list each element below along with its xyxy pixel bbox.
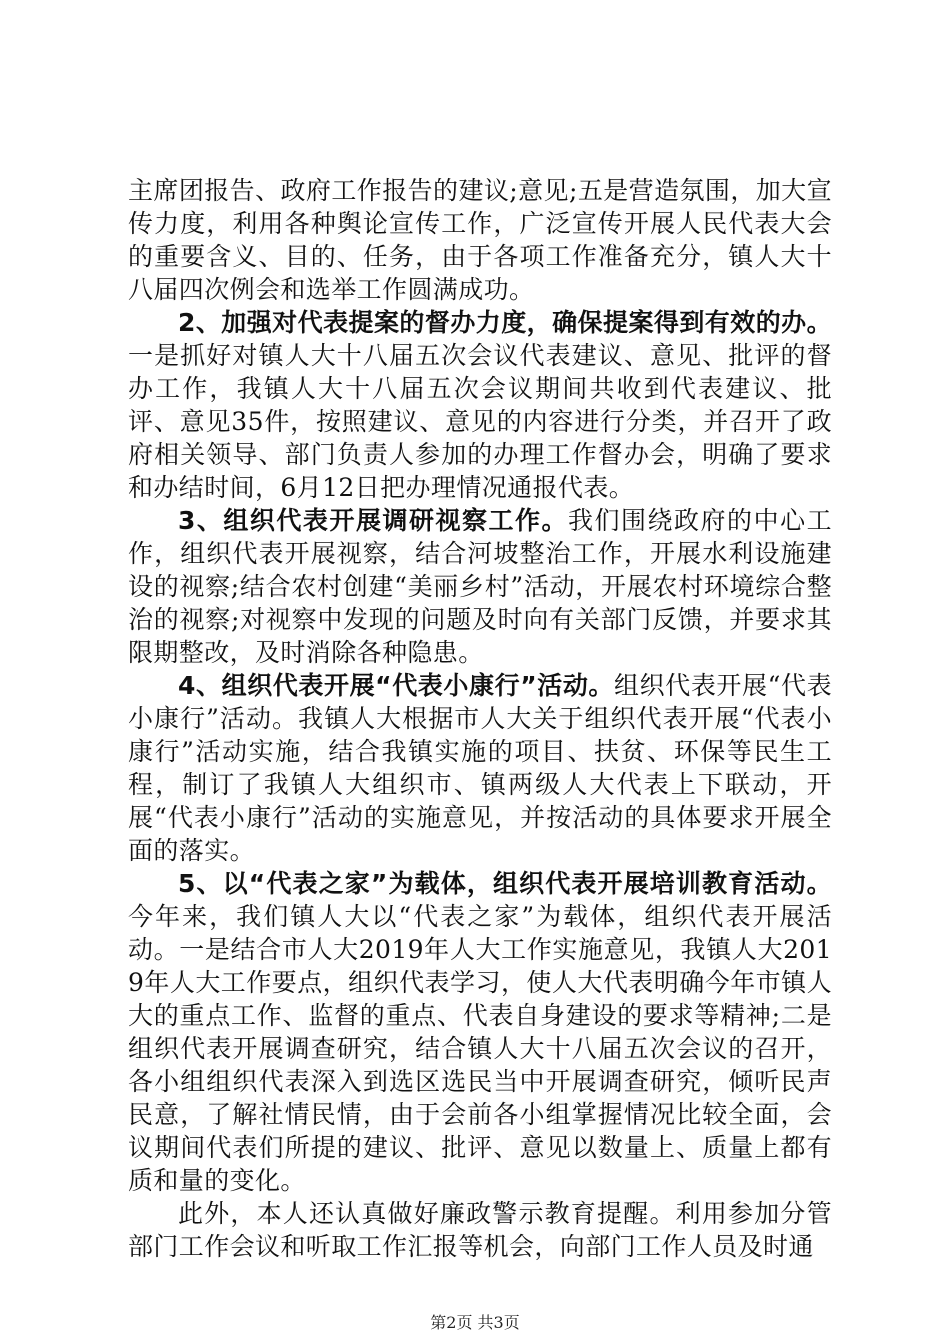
section-heading-3: 3、组织代表开展调研视察工作。 bbox=[178, 506, 569, 535]
paragraph-3 bbox=[128, 504, 832, 669]
paragraph-text: 我们围绕政府的中心工作，组织代表开展视察，结合河坡整治工作，开展水利设施建设的视察;结合农村创建“美丽乡村”活动，开展农村环境综合整治的视察;对视察中发现的问题及时向有关部门反馈，并要求其限期整改，及时消除各种隐患。 bbox=[128, 506, 832, 667]
paragraph-text: 一是抓好对镇人大十八届五次会议代表建议、意见、批评的督办工作，我镇人大十八届五次会议期间共收到代表建议、批评、意见35件，按照建议、意见的内容进行分类，并召开了政府相关领导、部门负责人参加的办理工作督办会，明确了要求和办结时间，6月12日把办理情况通报代表。 bbox=[128, 341, 832, 502]
paragraph-text: 组织代表开展“代表小康行”活动。我镇人大根据市人大关于组织代表开展“代表小康行”活动实施，结合我镇实施的项目、扶贫、环保等民生工程，制订了我镇人大组织市、镇两级人大代表上下联动，开展“代表小康行”活动的实施意见，并按活动的具体要求开展全面的落实。 bbox=[128, 671, 832, 865]
paragraph-6 bbox=[128, 1197, 832, 1263]
paragraph-2 bbox=[128, 306, 832, 504]
document-body bbox=[128, 174, 832, 1263]
paragraph-text: 此外，本人还认真做好廉政警示教育提醒。利用参加分管部门工作会议和听取工作汇报等机会，向部门工作人员及时通 bbox=[128, 1199, 832, 1261]
section-heading-2: 2、加强对代表提案的督办力度，确保提案得到有效的办。 bbox=[178, 308, 832, 337]
paragraph-text: 今年来，我们镇人大以“代表之家”为载体，组织代表开展活动。一是结合市人大2019年人大工作实施意见，我镇人大2019年人大工作要点，组织代表学习，使人大代表明确今年市镇人大的重点工作、监督的重点、代表自身建设的要求等精神;二是组织代表开展调查研究，结合镇人大十八届五次会议的召开，各小组组织代表深入到选区选民当中开展调查研究，倾听民声民意，了解社情民情，由于会前各小组掌握情况比较全面，会议期间代表们所提的建议、批评、意见以数量上、质量上都有质和量的变化。 bbox=[128, 902, 832, 1195]
paragraph-5 bbox=[128, 867, 832, 1197]
page-footer bbox=[0, 1310, 950, 1333]
paragraph-4 bbox=[128, 669, 832, 867]
page-number-label: 第2页 共3页 bbox=[430, 1313, 520, 1332]
paragraph-1 bbox=[128, 174, 832, 306]
section-heading-5: 5、以“代表之家”为载体，组织代表开展培训教育活动。 bbox=[178, 869, 832, 898]
section-heading-4: 4、组织代表开展“代表小康行”活动。 bbox=[178, 671, 615, 700]
paragraph-text: 主席团报告、政府工作报告的建议;意见;五是营造氛围，加大宣传力度，利用各种舆论宣传工作，广泛宣传开展人民代表大会的重要含义、目的、任务，由于各项工作准备充分，镇人大十八届四次例会和选举工作圆满成功。 bbox=[128, 176, 832, 304]
